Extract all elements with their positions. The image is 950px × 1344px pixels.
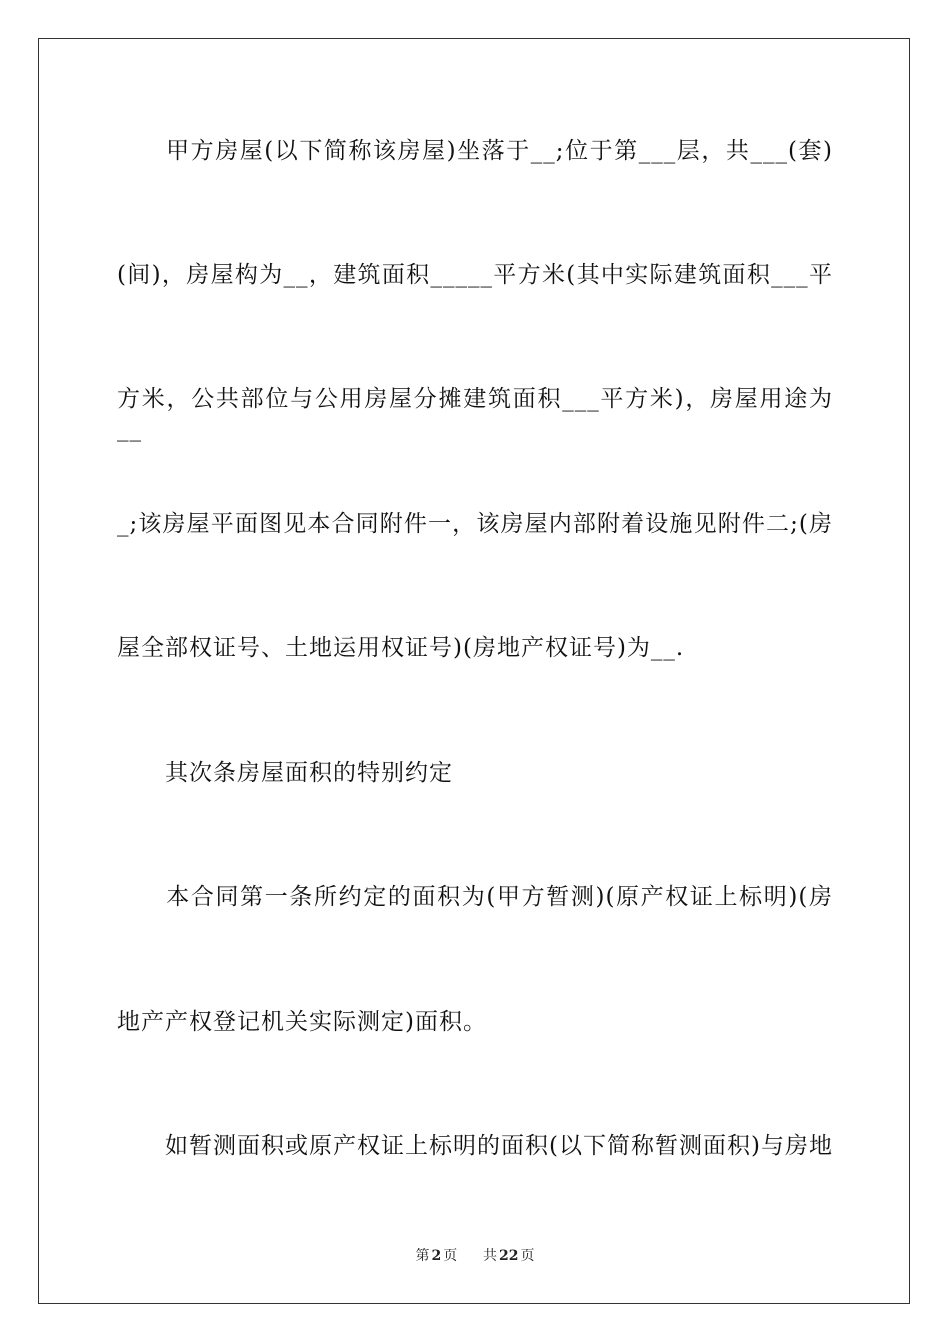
paragraph-line-9: 如暂测面积或原产权证上标明的面积(以下简称暂测面积)与房地 — [117, 1133, 833, 1159]
paragraph-line-7: 本合同第一条所约定的面积为(甲方暂测)(原产权证上标明)(房 — [117, 884, 833, 910]
page-footer — [0, 1246, 950, 1266]
footer-page-label: 第 2 页 — [415, 1248, 458, 1264]
paragraph-line-5: 屋全部权证号、土地运用权证号)(房地产权证号)为__. — [117, 635, 685, 661]
paragraph-line-3: 方米，公共部位与公用房屋分摊建筑面积___平方米)，房屋用途为__ — [117, 386, 833, 442]
paragraph-line-2: (间)，房屋构为__，建筑面积_____平方米(其中实际建筑面积___平 — [117, 262, 833, 288]
paragraph-line-1: 甲方房屋(以下简称该房屋)坐落于__;位于第___层，共___(套) — [117, 138, 833, 164]
footer-total-label: 共 22 页 — [483, 1248, 535, 1264]
paragraph-line-4: _;该房屋平面图见本合同附件一，该房屋内部附着设施见附件二;(房 — [117, 511, 833, 537]
section-heading: 其次条房屋面积的特别约定 — [117, 760, 453, 786]
paragraph-line-8: 地产产权登记机关实际测定)面积。 — [117, 1009, 487, 1035]
page-border — [38, 38, 910, 1304]
